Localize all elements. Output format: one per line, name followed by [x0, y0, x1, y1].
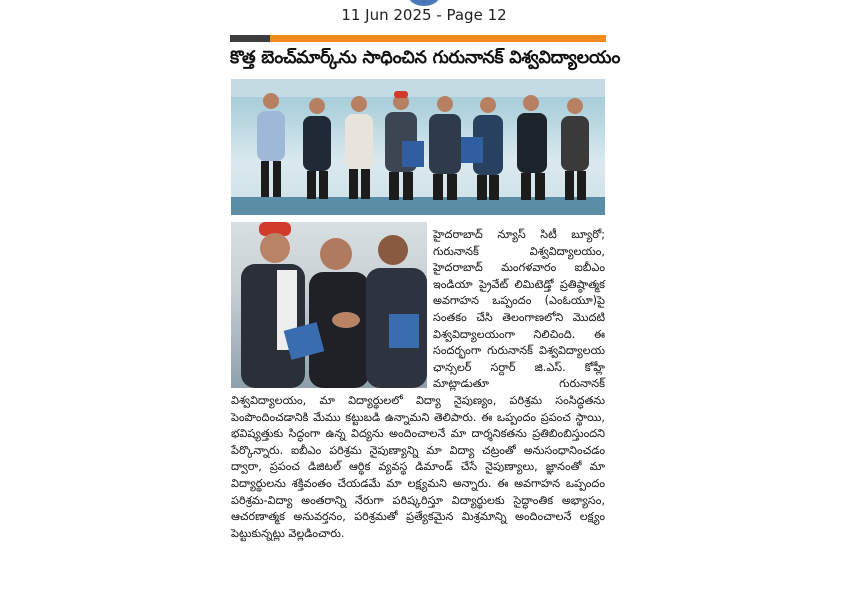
article-body-container	[231, 227, 605, 589]
photo-text-wrap-spacer	[231, 227, 433, 387]
article-headline: కొత్త బెంచ్‌మార్క్‌ను సాధించిన గురునానక్ విశ్వవిద్యాలయం	[230, 48, 621, 68]
group-people-figure	[231, 79, 605, 215]
headline-rule-accent	[230, 35, 270, 42]
group-photo	[231, 79, 605, 215]
headline-rule	[230, 35, 606, 42]
article-body: హైదరాబాద్ న్యూస్ సిటీ బ్యూరో; గురునానక్ విశ్వవిద్యాలయం, హైదరాబాద్ మంగళవారం ఐబీఎం ఇండియా ప్రైవేట్ లిమిటెడ్తో ప్రతిష్ఠాత్మక అవగాహన ఒప్పందం (ఎంఓయూ)పై సంతకం చేసి తెలంగాణలోని మొదటి విశ్వవిద్యాలయంగా నిలిచింది. ఈ సందర్భంగా గురునానక్ విశ్వవిద్యాలయ ఛాన్సలర్ సర్దార్ జి.ఎస్. కోహ్లీ మాట్లాడుతూ గురునానక్ విశ్వవిద్యాలయం, మా విద్యార్థులలో విద్యా నైపుణ్యం, పరిశ్రమ సంసిద్ధతను పెంపొందించడానికి మేము కట్టుబడి ఉన్నామని తెలిపారు. ఈ ఒప్పందం ప్రపంచ స్థాయి, భవిష్యత్తుకు సిద్ధంగా ఉన్న విద్యను అందించాలనే మా దార్శనికతను ప్రతిబింబిస్తుందని పేర్కొన్నారు. ఐబీఎం పరిశ్రమ నైపుణ్యాన్ని మా విద్యా చట్రంతో అనుసంధానించడం ద్వారా, ప్రపంచ డిజిటల్ ఆర్థిక వ్యవస్థ డిమాండ్ చేసే నైపుణ్యాలు, జ్ఞానంతో మా విద్యార్థులను శక్తివంతం చేయడమే మా లక్ష్యమని అన్నారు. ఈ అవగాహన ఒప్పందం పరిశ్రమ-విద్యా అంతరాన్ని నేరుగా పరిష్కరిస్తూ విద్యార్థులకు సైద్ధాంతిక అభ్యాసం, ఆచరణాత్మక అనువర్తనం, పరిశ్రమతో ప్రత్యేకమైన మిశ్రమాన్ని అందించాలనే లక్ష్యం పెట్టుకున్నట్లు వెల్లడించారు.	[231, 228, 605, 540]
page-dateline: 11 Jun 2025 - Page 12	[341, 6, 507, 24]
